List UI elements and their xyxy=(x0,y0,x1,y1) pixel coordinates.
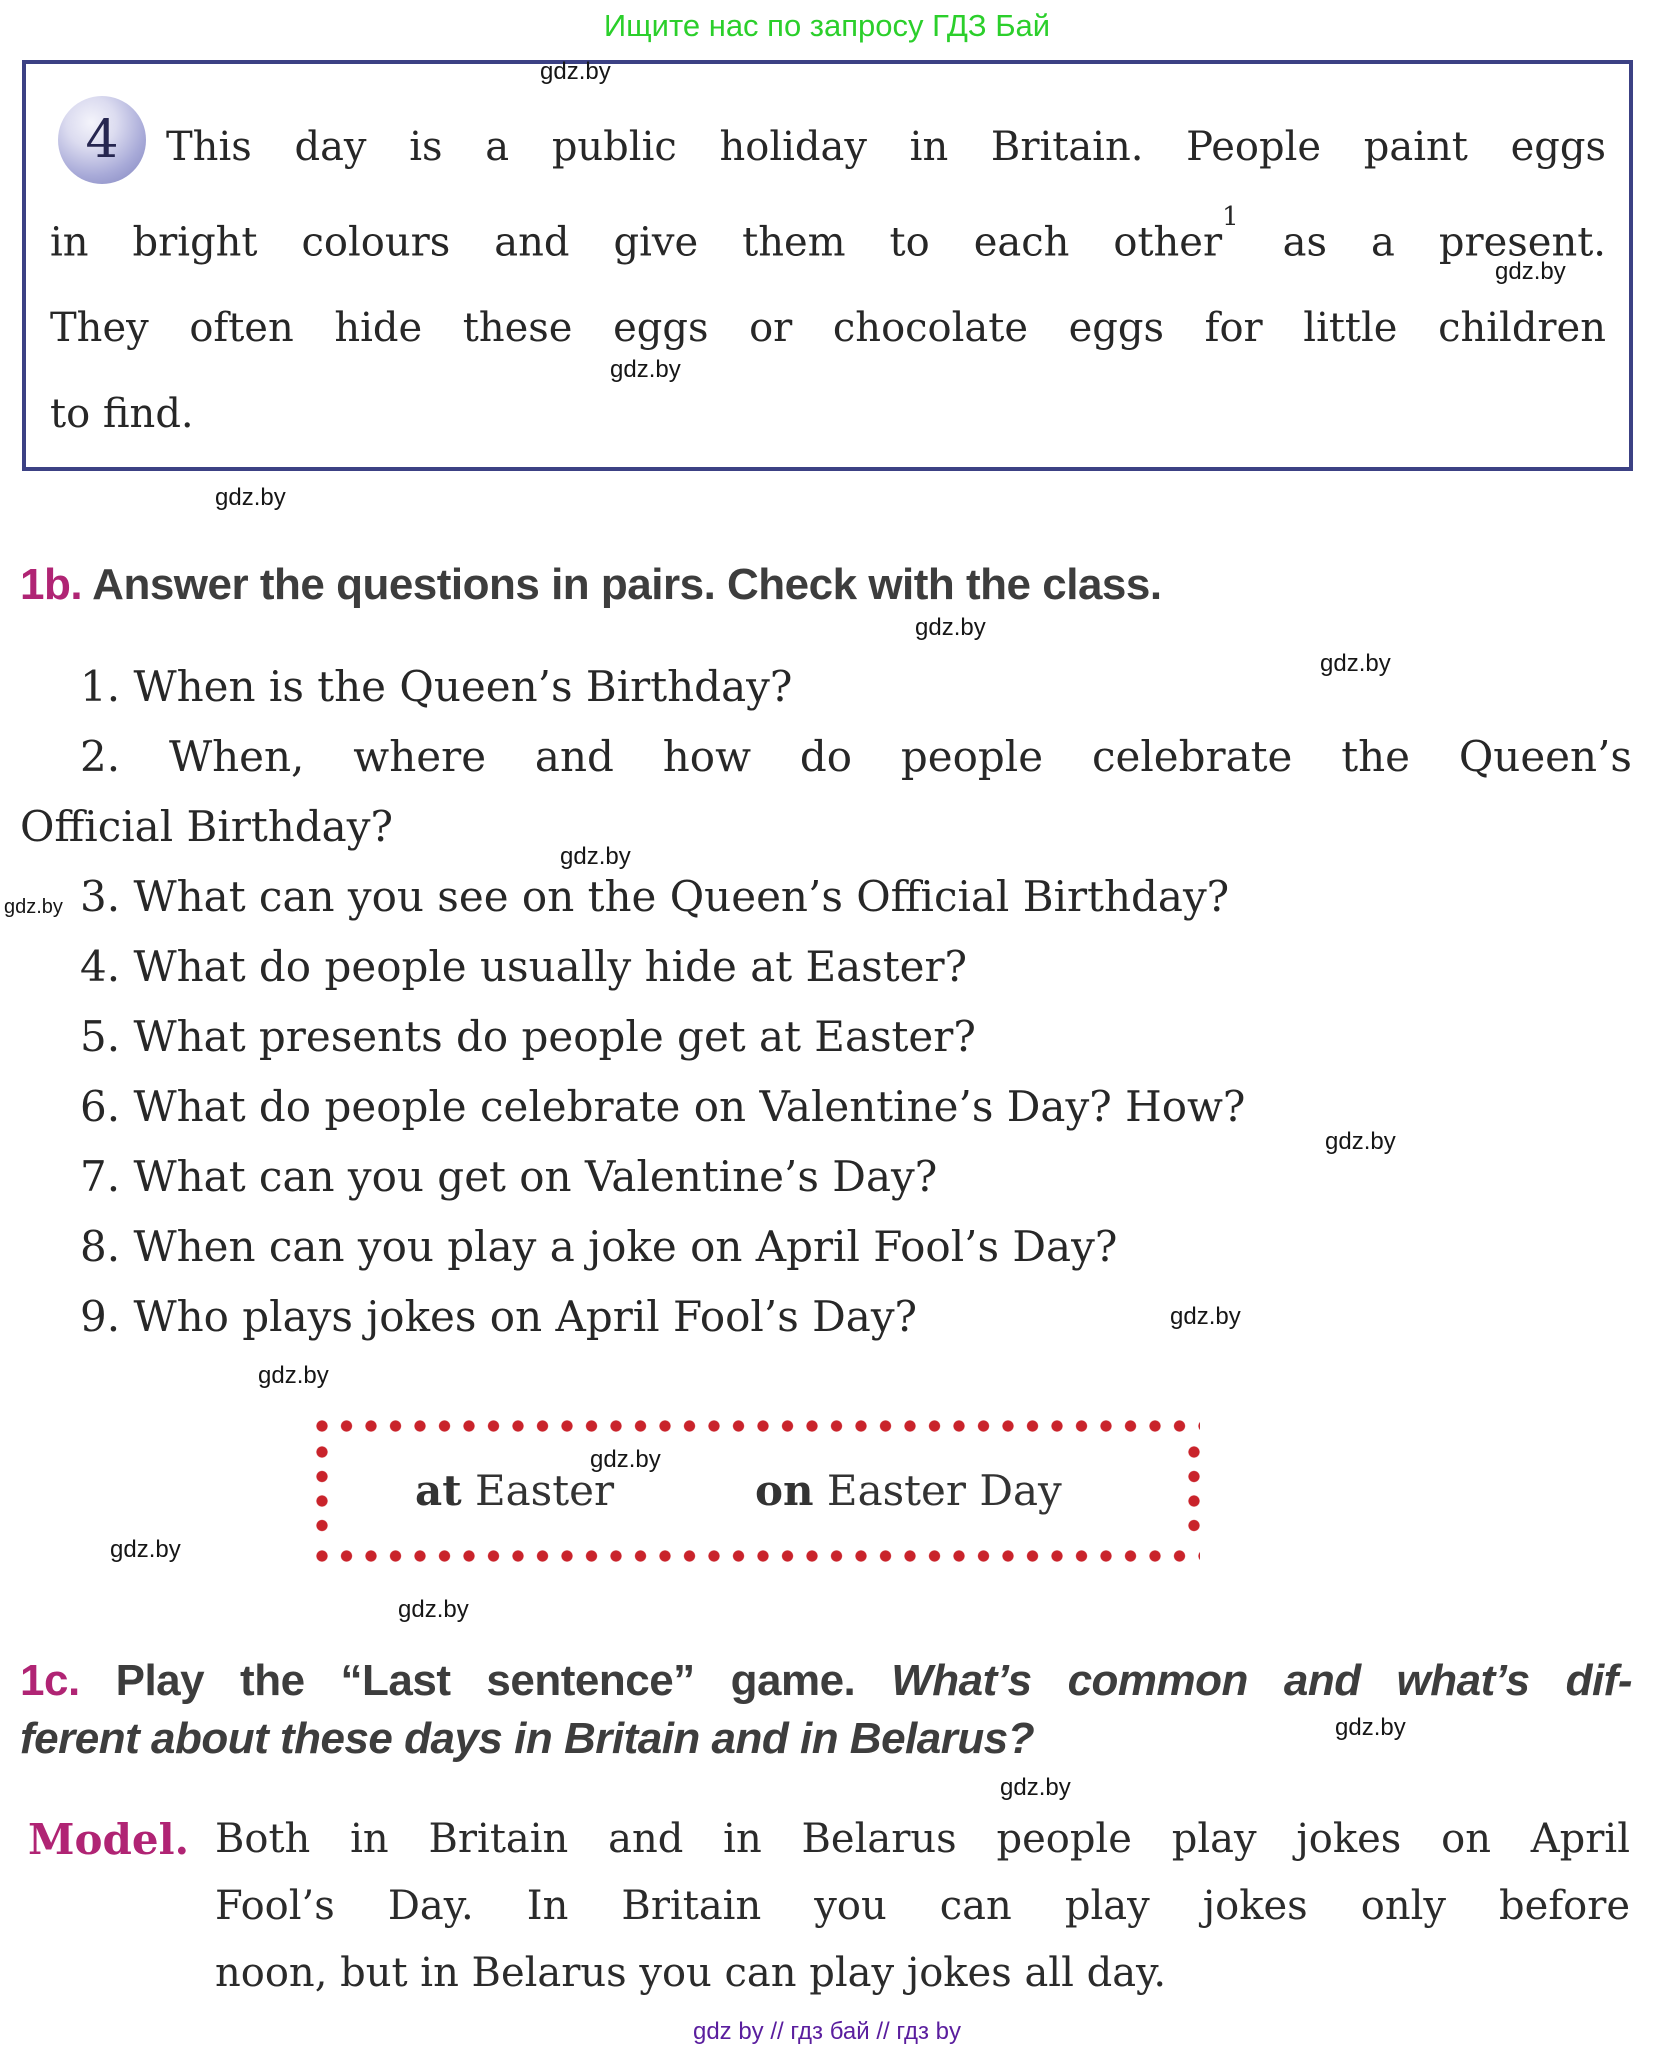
watermark-gdz: gdz.by xyxy=(1320,650,1391,677)
watermark-gdz: gdz.by xyxy=(560,843,631,870)
watermark-gdz: gdz.by xyxy=(398,1596,469,1623)
watermark-gdz: gdz.by xyxy=(590,1446,661,1473)
question-line: 1. When is the Queen’s Birthday? xyxy=(80,662,793,711)
question-line: 4. What do people usually hide at Easter? xyxy=(80,942,968,991)
watermark-gdz: gdz.by xyxy=(915,614,986,641)
phrase-on-easter-day: on Easter Day xyxy=(755,1466,1062,1515)
watermark-gdz: gdz.by xyxy=(258,1362,329,1389)
task-1b-label: 1b. xyxy=(20,560,83,609)
question-line: 5. What presents do people get at Easter? xyxy=(80,1012,976,1061)
task-1c-heading-line2: ferent about these days in Britain and in Belarus? xyxy=(20,1714,1035,1763)
badge-number: 4 xyxy=(85,110,119,170)
watermark-gdz: gdz.by xyxy=(4,896,63,918)
watermark-gdz: gdz.by xyxy=(215,484,286,511)
model-line: noon, but in Belarus you can play jokes all day. xyxy=(215,1950,1167,1996)
question-line: 9. Who plays jokes on April Fool’s Day? xyxy=(80,1292,918,1341)
task-1c-label: 1c. xyxy=(20,1656,80,1705)
dotted-border-bottom xyxy=(316,1550,1200,1562)
reading-line: in bright colours and give them to each other$^1$ as a present. xyxy=(50,202,1606,266)
reading-line: They often hide these eggs or chocolate eggs for little children xyxy=(50,305,1606,352)
task-1c-title: Play the “Last sentence” game. xyxy=(115,1656,856,1705)
task-1c-question-part1: What’s common and what’s dif- xyxy=(891,1656,1632,1705)
footer-credits: gdz by // гдз бай // гдз by xyxy=(692,2018,962,2045)
task-1b-heading xyxy=(20,556,1632,614)
dotted-border-left xyxy=(316,1446,328,1536)
phrase-at-easter: at Easter xyxy=(415,1466,615,1515)
reading-line: to find. xyxy=(50,391,194,438)
reading-paragraph xyxy=(50,104,1606,457)
reading-line: This day is a public holiday in Britain. People paint eggs xyxy=(166,124,1606,170)
watermark-gdz: gdz.by xyxy=(540,58,611,85)
watermark-gdz: gdz.by xyxy=(610,356,681,383)
model-line: Both in Britain and in Belarus people play jokes on April xyxy=(215,1816,1630,1862)
watermark-gdz: gdz.by xyxy=(1495,258,1566,285)
question-line: 3. What can you see on the Queen’s Official Birthday? xyxy=(80,872,1230,921)
watermark-gdz: gdz.by xyxy=(1000,1774,1071,1801)
watermark-gdz: gdz.by xyxy=(1335,1714,1406,1741)
watermark-gdz: gdz.by xyxy=(1325,1128,1396,1155)
question-line: 2. When, where and how do people celebrate the Queen’s xyxy=(80,732,1632,781)
dotted-border-top xyxy=(316,1420,1200,1432)
dotted-border-right xyxy=(1188,1446,1200,1536)
question-line: Official Birthday? xyxy=(20,802,393,851)
question-line: 6. What do people celebrate on Valentine’s Day? How? xyxy=(80,1082,1246,1131)
question-line: 8. When can you play a joke on April Fool’s Day? xyxy=(80,1222,1118,1271)
task-1b-title: Answer the questions in pairs. Check with the class. xyxy=(92,560,1162,609)
question-line: 7. What can you get on Valentine’s Day? xyxy=(80,1152,938,1201)
watermark-gdz: gdz.by xyxy=(1170,1303,1241,1330)
footnote-marker: 1 xyxy=(1222,202,1239,232)
model-line: Fool’s Day. In Britain you can play jokes only before xyxy=(215,1883,1630,1929)
reading-box xyxy=(22,60,1633,471)
questions-list xyxy=(20,652,1632,1352)
grammar-focus-box xyxy=(316,1420,1200,1562)
model-label: Model. xyxy=(28,1815,190,1864)
promo-header: Ищите нас по запросу ГДЗ Бай xyxy=(603,8,1051,43)
task-1c-heading-line1 xyxy=(20,1652,1632,1710)
watermark-gdz: gdz.by xyxy=(110,1536,181,1563)
